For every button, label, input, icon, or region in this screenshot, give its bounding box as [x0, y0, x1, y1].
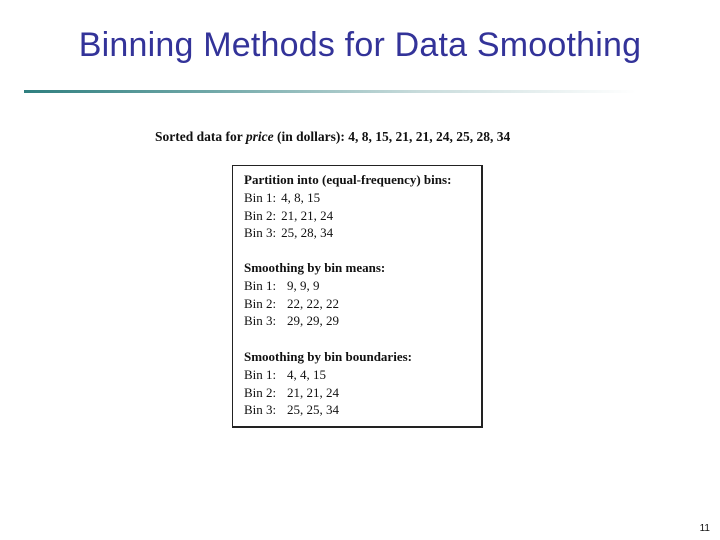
bin-label: Bin 1:	[244, 278, 277, 293]
boundaries-bin-3	[244, 401, 412, 419]
bin-values: 4, 4, 15	[287, 367, 326, 382]
binning-example-box	[232, 165, 483, 428]
partition-bin-1	[244, 189, 451, 207]
means-section	[244, 259, 385, 330]
boundaries-bin-1	[244, 366, 412, 384]
slide-title: Binning Methods for Data Smoothing	[78, 26, 642, 64]
title-divider	[24, 90, 636, 93]
partition-section	[244, 171, 451, 242]
boundaries-heading: Smoothing by bin boundaries:	[244, 349, 412, 364]
bin-label: Bin 1:	[244, 367, 277, 382]
boundaries-section	[244, 348, 412, 419]
partition-bin-3	[244, 224, 451, 242]
partition-bin-2	[244, 207, 451, 225]
bin-label: Bin 2:	[244, 384, 277, 400]
bin-label: Bin 3:	[244, 402, 277, 417]
sorted-data-line	[155, 129, 510, 145]
means-bin-1	[244, 277, 385, 295]
bin-label: Bin 3:	[244, 313, 277, 328]
bin-label: Bin 2:	[244, 207, 277, 223]
bin-values: 25, 28, 34	[281, 225, 334, 240]
bin-values: 29, 29, 29	[287, 313, 339, 328]
means-bin-3	[244, 312, 385, 330]
sorted-attribute: price	[245, 129, 274, 144]
bin-label: Bin 1:	[244, 190, 277, 205]
bin-values: 21, 21, 24	[281, 207, 334, 223]
page-number: 11	[699, 523, 710, 534]
bin-values: 9, 9, 9	[287, 278, 320, 293]
boundaries-bin-2	[244, 384, 412, 402]
bin-values: 21, 21, 24	[287, 384, 339, 400]
means-heading: Smoothing by bin means:	[244, 260, 386, 275]
bin-values: 4, 8, 15	[281, 190, 321, 205]
bin-values: 25, 25, 34	[287, 402, 339, 417]
means-bin-2	[244, 295, 385, 313]
sorted-prefix: Sorted data for	[155, 129, 246, 144]
bin-label: Bin 3:	[244, 225, 277, 240]
partition-heading: Partition into (equal-frequency) bins:	[244, 172, 452, 187]
bin-label: Bin 2:	[244, 295, 277, 311]
bin-values: 22, 22, 22	[287, 295, 339, 311]
sorted-values: (in dollars): 4, 8, 15, 21, 21, 24, 25, 28, 34	[273, 129, 511, 144]
